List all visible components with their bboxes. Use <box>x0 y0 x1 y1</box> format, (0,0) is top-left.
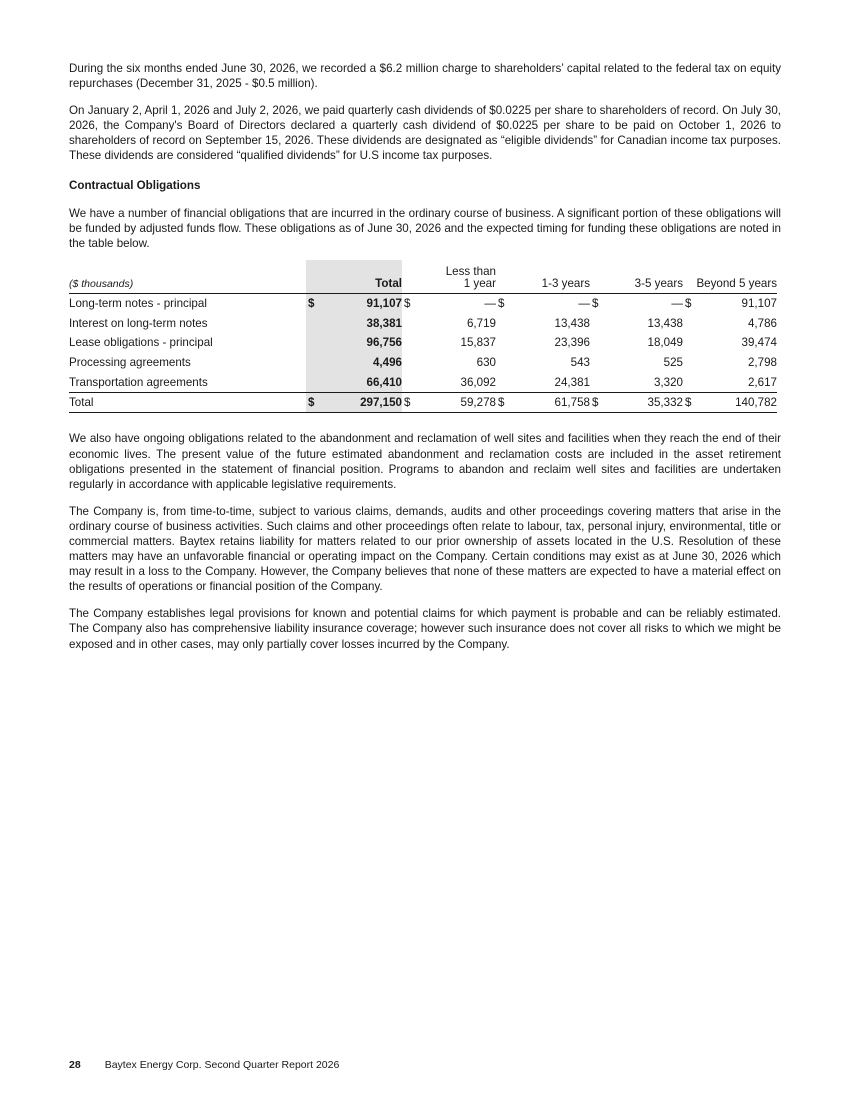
currency-symbol: $ <box>496 293 510 313</box>
document-body <box>69 61 781 652</box>
paragraph-claims: The Company is, from time-to-time, subject to various claims, demands, audits and other proceedings covering matters that arise in the ordinary course of business activities. Such claims and other proceedings often relate to labour, tax, personal injury, environmental, title or commercial matters. Baytex retains liability for matters related to our prior ownership of assets located in the U.S. Resolution of these matters may have an unfavorable financial or operating impact on the Company. Certain conditions may exist as at June 30, 2026 which may result in a loss to the Company. However, the Company believes that none of these matters are expected to have a material effect on the results of operations or financial position of the Company. <box>69 504 781 594</box>
table-header-row <box>69 260 777 294</box>
contractual-obligations-table <box>69 260 777 414</box>
cell-3-5-years: 35,332 <box>604 392 683 413</box>
row-label: Total <box>69 392 306 413</box>
currency-symbol: $ <box>306 392 324 413</box>
currency-symbol: $ <box>402 392 416 413</box>
cell-less-than-1-year: 630 <box>476 355 496 369</box>
table-row <box>69 313 777 333</box>
cell-beyond-5-years: 2,617 <box>747 375 777 389</box>
header-3-5-years: 3-5 years <box>634 276 683 290</box>
units-label: ($ thousands) <box>69 277 134 290</box>
row-label: Processing agreements <box>69 355 191 369</box>
cell-total: 66,410 <box>324 372 402 392</box>
section-heading: Contractual Obligations <box>69 178 201 192</box>
cell-total: 96,756 <box>324 333 402 353</box>
cell-1-3-years: — <box>510 293 590 313</box>
paragraph-equity-tax: During the six months ended June 30, 2026, we recorded a $6.2 million charge to shareholders’ capital related to the federal tax on equity repurchases (December 31, 2025 - $0.5 million). <box>69 62 781 91</box>
cell-3-5-years: 13,438 <box>647 316 683 330</box>
table-total-row <box>69 392 777 413</box>
cell-beyond-5-years: 4,786 <box>747 316 777 330</box>
currency-symbol: $ <box>306 293 324 313</box>
cell-1-3-years: 24,381 <box>554 375 590 389</box>
table-row <box>69 372 777 392</box>
table-row <box>69 353 777 373</box>
cell-3-5-years: — <box>604 293 683 313</box>
cell-less-than-1-year: 36,092 <box>460 375 496 389</box>
currency-symbol: $ <box>496 392 510 413</box>
cell-beyond-5-years: 91,107 <box>697 293 777 313</box>
paragraph-obligations-intro: We have a number of financial obligations that are incurred in the ordinary course of business. A significant portion of these obligations will be funded by adjusted funds flow. These obligations as of June 30, 2026 and the expected timing for funding these obligations are noted in the table below. <box>69 206 781 250</box>
paragraph-legal-provisions: The Company establishes legal provisions for known and potential claims for which payment is probable and can be reliably estimated. The Company also has comprehensive liability insurance coverage; however such insurance does not cover all risks to which we might be exposed and in other cases, may only partially cover losses incurred by the Company. <box>69 607 781 651</box>
currency-symbol: $ <box>590 392 604 413</box>
header-1-3-years: 1-3 years <box>541 276 590 290</box>
cell-total: 38,381 <box>324 313 402 333</box>
cell-less-than-1-year: — <box>416 293 496 313</box>
cell-beyond-5-years: 140,782 <box>697 392 777 413</box>
table-row <box>69 333 777 353</box>
cell-1-3-years: 13,438 <box>554 316 590 330</box>
row-label: Lease obligations - principal <box>69 336 213 350</box>
table-row <box>69 293 777 313</box>
report-title: Baytex Energy Corp. Second Quarter Report 2026 <box>104 1059 340 1071</box>
row-label: Transportation agreements <box>69 375 208 389</box>
currency-symbol: $ <box>402 293 416 313</box>
paragraph-dividends: On January 2, April 1, 2026 and July 2, 2026, we paid quarterly cash dividends of $0.0225 per share to shareholders of record. On July 30, 2026, the Company's Board of Directors declared a quarterly cash dividend of $0.0225 per share to be paid on October 1, 2026 to shareholders of record on September 15, 2026. These dividends are designated as “eligible dividends” for Canadian income tax purposes. These dividends are considered “qualified dividends” for U.S income tax purposes. <box>69 104 781 163</box>
cell-total: 91,107 <box>324 293 402 313</box>
cell-less-than-1-year: 6,719 <box>466 316 496 330</box>
cell-1-3-years: 23,396 <box>554 336 590 350</box>
paragraph-abandonment: We also have ongoing obligations related to the abandonment and reclamation of well sites and facilities when they reach the end of their economic lives. The present value of the future estimated abandonment and reclamation costs are included in the asset retirement obligations presented in the statement of financial position. Programs to abandon and reclaim well sites and facilities are undertaken regularly in accordance with applicable legislative requirements. <box>69 432 781 491</box>
currency-symbol: $ <box>590 293 604 313</box>
cell-total: 4,496 <box>324 353 402 373</box>
cell-3-5-years: 18,049 <box>647 336 683 350</box>
header-less-than-1-year: Less than 1 year <box>445 264 496 290</box>
cell-total: 297,150 <box>324 392 402 413</box>
cell-less-than-1-year: 59,278 <box>416 392 496 413</box>
page-number: 28 <box>69 1059 81 1071</box>
header-beyond-5-years: Beyond 5 years <box>696 276 777 290</box>
cell-beyond-5-years: 2,798 <box>747 355 777 369</box>
currency-symbol: $ <box>683 293 697 313</box>
cell-beyond-5-years: 39,474 <box>741 336 777 350</box>
row-label: Long-term notes - principal <box>69 293 306 313</box>
currency-symbol: $ <box>683 392 697 413</box>
page-footer <box>69 1059 339 1071</box>
cell-less-than-1-year: 15,837 <box>460 336 496 350</box>
cell-1-3-years: 543 <box>570 355 590 369</box>
cell-3-5-years: 3,320 <box>653 375 683 389</box>
cell-1-3-years: 61,758 <box>510 392 590 413</box>
row-label: Interest on long-term notes <box>69 316 208 330</box>
header-total: Total <box>324 260 402 294</box>
cell-3-5-years: 525 <box>663 355 683 369</box>
